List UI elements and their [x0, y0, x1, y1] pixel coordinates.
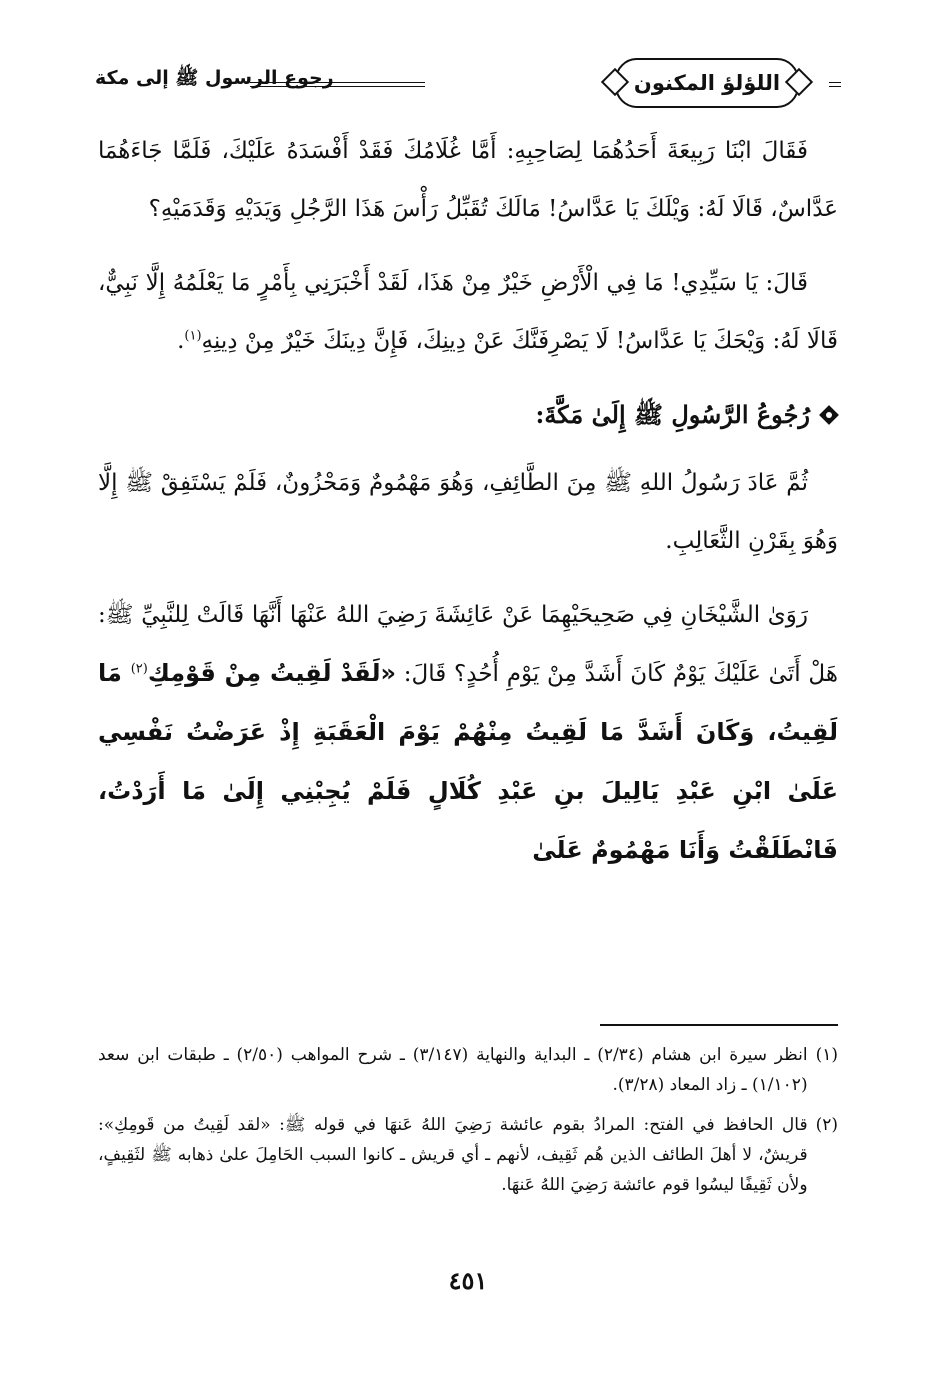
footnote-ref-1[interactable]: (١) — [184, 328, 202, 344]
footnote-2 — [98, 1110, 838, 1200]
book-title: اللؤلؤ المكنون — [633, 71, 781, 95]
footnote-ref-2[interactable]: (٢) — [130, 661, 148, 677]
hadith-quote-continued: مَا لَقِيتُ، وَكَانَ أَشَدَّ مَا لَقِيتُ مِنْهُمْ يَوْمَ الْعَقَبَةِ إِذْ عَرَضْتُ نَفْسِي عَلَىٰ ابْنِ عَبْدِ يَالِيلَ بنِ عَبْدِ كُلَالٍ فَلَمْ يُجِبْنِي إِلَىٰ مَا أَرَدْتُ، فَانْطَلَقْتُ وَأَنَا مَهْمُومٌ عَلَىٰ — [98, 659, 838, 864]
main-text — [98, 122, 838, 896]
paragraph-4-text: رَوَىٰ الشَّيْخَانِ فِي صَحِيحَيْهِمَا عَنْ عَائِشَةَ رَضِيَ اللهُ عَنْهَا أَنَّهَا قَالَتْ لِلنَّبِيِّ ﷺ: هَلْ أَتَىٰ عَلَيْكَ يَوْمٌ كَانَ أَشَدَّ مِنْ يَوْمِ أُحُدٍ؟ قَالَ: — [98, 602, 838, 687]
book-title-frame — [615, 58, 799, 108]
paragraph-1: فَقَالَ ابْنَا رَبِيعَةَ أَحَدُهُمَا لِصَاحِبِهِ: أَمَّا غُلَامُكَ فَقَدْ أَفْسَدَهُ عَلَيْكَ، فَلَمَّا جَاءَهُمَا عَدَّاسٌ، قَالَا لَهُ: وَيْلَكَ يَا عَدَّاسُ! مَالَكَ تُقَبِّلُ رَأْسَ هَذَا الرَّجُلِ وَيَدَيْهِ وَقَدَمَيْهِ؟ — [98, 138, 838, 222]
footnote-2-text: قال الحافظ في الفتح: المرادُ بقوم عائشة رَضِيَ اللهُ عَنهَا في قوله ﷺ: «لقد لَقِيتُ من قَومِكِ»: قريشٌ، لا أهلَ الطائف الذين هُم ثَقِيف، لأنهم ـ أي قريش ـ كانوا السبب الحَامِلَ علىٰ ذهابه ﷺ لثَقِيفٍ، ولأن ثَقِيفًا ليسُوا قوم عائشة رَضِيَ اللهُ عَنهَا. — [98, 1115, 808, 1195]
footnotes — [98, 1040, 838, 1210]
section-heading-text: رُجُوعُ الرَّسُولِ ﷺ إِلَىٰ مَكَّةَ: — [535, 400, 810, 429]
page-number: ٤٥١ — [448, 1266, 488, 1295]
paragraph-2-text: قَالَ: يَا سَيِّدِي! مَا فِي الْأَرْضِ خَيْرٌ مِنْ هَذَا، لَقَدْ أَخْبَرَنِي بِأَمْرٍ مَا يَعْلَمُهُ إِلَّا نَبِيٌّ، قَالَا لَهُ: وَيْحَكَ يَا عَدَّاسُ! لَا يَصْرِفَنَّكَ عَنْ دِينِكَ، فَإِنَّ دِينَكَ خَيْرٌ مِنْ دِينِهِ — [98, 270, 838, 354]
paragraph-3: ثُمَّ عَادَ رَسُولُ اللهِ ﷺ مِنَ الطَّائِفِ، وَهُوَ مَهْمُومٌ وَمَحْزُونٌ، فَلَمْ يَسْتَفِقْ ﷺ إِلَّا وَهُوَ بِقَرْنِ الثَّعَالِبِ. — [98, 470, 838, 554]
section-heading — [98, 386, 838, 444]
hadith-quote-start: «لَقَدْ لَقِيتُ مِنْ قَوْمِكِ — [147, 659, 396, 687]
footnote-1 — [98, 1040, 838, 1100]
chapter-title: رجوع الرسول ﷺ إلى مكة — [95, 67, 334, 89]
footnote-2-number: (٢) — [815, 1115, 838, 1135]
paragraph-4 — [98, 586, 838, 880]
footnote-divider — [600, 1024, 838, 1026]
running-header — [95, 52, 841, 112]
paragraph-2-end: . — [177, 328, 185, 354]
paragraph-2 — [98, 254, 838, 370]
ornament-bullet-icon — [820, 406, 838, 424]
footnote-1-number: (١) — [815, 1045, 838, 1065]
header-rule-right — [829, 82, 841, 87]
footnote-1-text: انظر سيرة ابن هشام (٢/٣٤) ـ البداية والنهاية (٣/١٤٧) ـ شرح المواهب (٢/٥٠) ـ طبقات ابن سعد (١/١٠٢) ـ زاد المعاد (٣/٢٨). — [98, 1045, 808, 1095]
